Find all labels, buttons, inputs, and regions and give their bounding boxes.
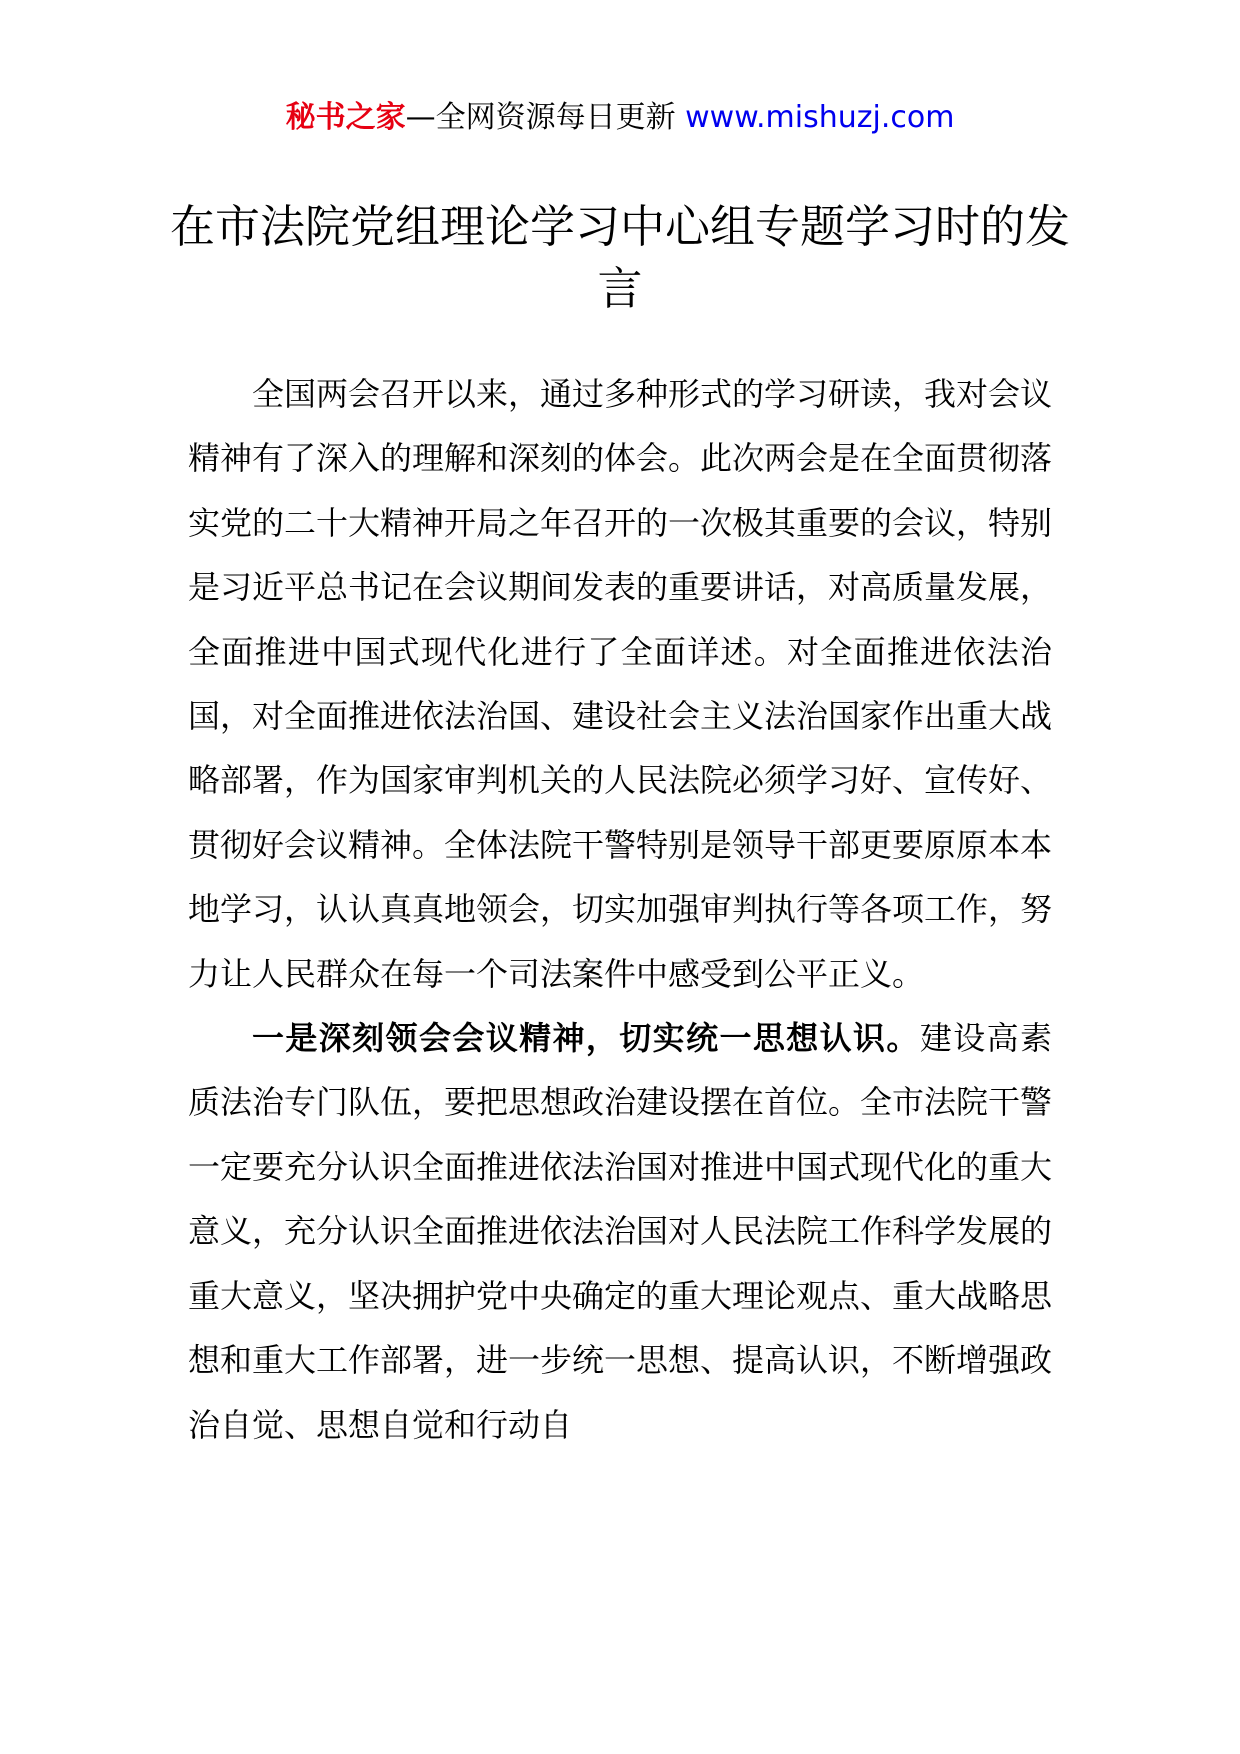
- document-body: [188, 362, 1052, 1457]
- paragraph: [188, 362, 1052, 1006]
- paragraph-lead: 一是深刻领会会议精神，切实统一思想认识。: [252, 1019, 920, 1058]
- header-slogan: —全网资源每日更新: [405, 100, 686, 135]
- paragraph: [188, 1006, 1052, 1457]
- brand-name: 秘书之家: [285, 100, 406, 135]
- paragraph-text: 全国两会召开以来，通过多种形式的学习研读，我对会议精神有了深入的理解和深刻的体会。此次两会是在全面贯彻落实党的二十大精神开局之年召开的一次极其重要的会议，特别是习近平总书记在会议期间发表的重要讲话，对高质量发展，全面推进中国式现代化进行了全面详述。对全面推进依法治国，对全面推进依法治国、建设社会主义法治国家作出重大战略部署，作为国家审判机关的人民法院必须学习好、宣传好、贯彻好会议精神。全体法院干警特别是领导干部更要原原本本地学习，认认真真地领会，切实加强审判执行等各项工作，努力让人民群众在每一个司法案件中感受到公平正义。: [188, 375, 1053, 993]
- site-url-link[interactable]: www.mishuzj.com: [685, 100, 955, 135]
- site-header: [0, 98, 1240, 138]
- document-title: 在市法院党组理论学习中心组专题学习时的发言: [169, 200, 1070, 315]
- paragraph-text: 建设高素质法治专门队伍，要把思想政治建设摆在首位。全市法院干警一定要充分认识全面推进依法治国对推进中国式现代化的重大意义，充分认识全面推进依法治国对人民法院工作科学发展的重大意义，坚决拥护党中央确定的重大理论观点、重大战略思想和重大工作部署，进一步统一思想、提高认识，不断增强政治自觉、思想自觉和行动自: [188, 1019, 1053, 1444]
